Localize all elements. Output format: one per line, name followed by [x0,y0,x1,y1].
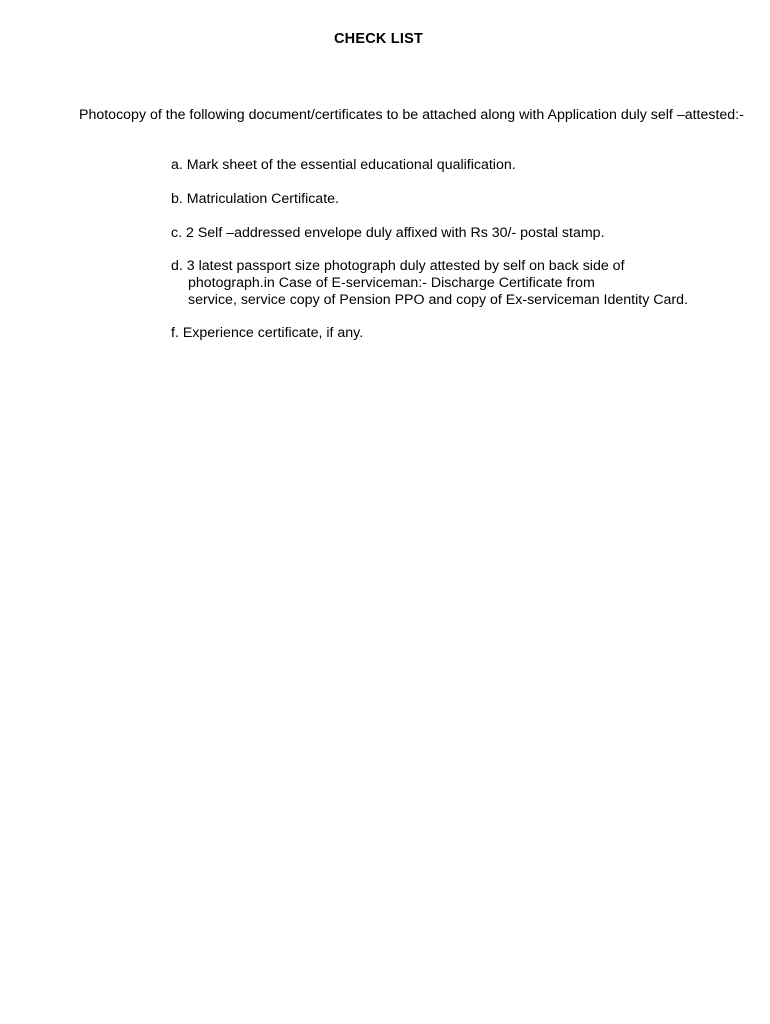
checklist-item-f [171,325,363,342]
checklist-item-c [171,225,605,242]
item-marker: c. [171,225,183,241]
item-text: 2 Self –addressed envelope duly affixed with Rs 30/- postal stamp. [186,225,605,241]
item-marker: f. [171,325,179,341]
checklist-item-a [171,157,516,174]
item-text: 3 latest passport size photograph duly attested by self on back side of [186,258,625,274]
item-text: Experience certificate, if any. [182,325,364,341]
page-title: CHECK LIST [334,31,423,47]
intro-paragraph: Photocopy of the following document/certificates to be attached along with Application duly self –attested:- [79,107,744,123]
item-text-continued: photograph.in Case of E-serviceman:- Discharge Certificate from [188,275,595,291]
item-text: Mark sheet of the essential educational qualification. [186,157,516,173]
item-text-continued: service, service copy of Pension PPO and copy of Ex-serviceman Identity Card. [188,292,688,308]
item-text: Matriculation Certificate. [186,191,339,207]
item-marker: a. [171,157,183,173]
item-marker: d. [171,258,183,274]
item-marker: b. [171,191,183,207]
checklist-item-b [171,191,339,208]
checklist-item-d [171,258,688,309]
